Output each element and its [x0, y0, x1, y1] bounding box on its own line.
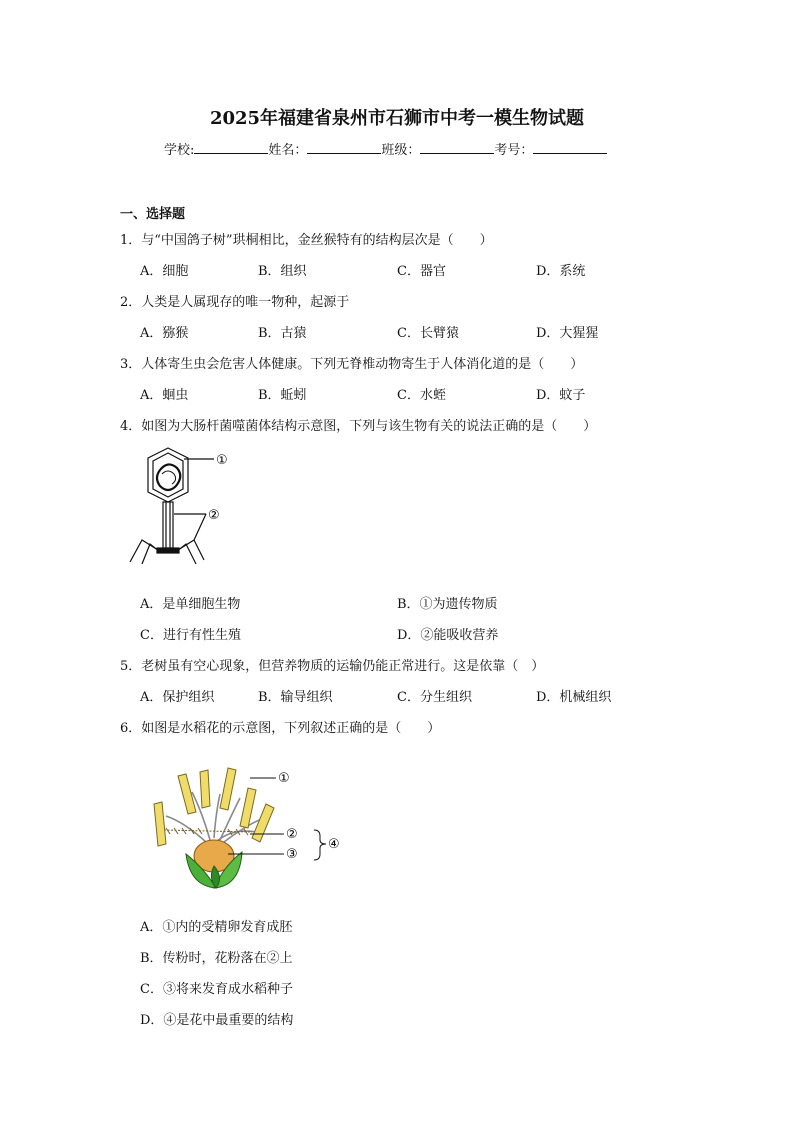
school-label: 学校:	[164, 143, 195, 158]
section-heading: 一、选择题	[120, 207, 186, 222]
option[interactable]: C．器官	[397, 264, 446, 279]
option[interactable]: B．输导组织	[258, 690, 333, 705]
option[interactable]: A．①内的受精卵发育成胚	[140, 920, 293, 935]
figure-label-4: ④	[328, 837, 340, 852]
student-info-line	[164, 139, 607, 158]
option[interactable]: D．机械组织	[536, 690, 612, 705]
phage-diagram	[124, 444, 244, 568]
question-stem: 3．人体寄生虫会危害人体健康。下列无脊椎动物寄生于人体消化道的是（ ）	[120, 357, 584, 372]
question-stem: 5．老树虽有空心现象，但营养物质的运输仍能正常进行。这是依靠（ ）	[120, 659, 545, 674]
option[interactable]: B．古猿	[258, 326, 307, 341]
option[interactable]: D．系统	[536, 264, 586, 279]
option[interactable]: B．组织	[258, 264, 307, 279]
option[interactable]: C．水蛭	[397, 388, 446, 403]
rice-flower-diagram	[144, 762, 344, 892]
school-blank[interactable]	[194, 141, 268, 154]
option[interactable]: C．③将来发育成水稻种子	[140, 982, 293, 997]
option[interactable]: C．长臂猿	[397, 326, 459, 341]
option[interactable]: B．传粉时，花粉落在②上	[140, 951, 293, 966]
option[interactable]: D．②能吸收营养	[397, 628, 499, 643]
question-stem: 1．与“中国鸽子树”珙桐相比，金丝猴特有的结构层次是（ ）	[120, 233, 493, 248]
figure-label-1: ①	[278, 771, 290, 786]
option[interactable]: A．猕猴	[140, 326, 189, 341]
number-label: 考号：	[494, 143, 534, 158]
option[interactable]: D．大猩猩	[536, 326, 599, 341]
figure-label-3: ③	[286, 847, 298, 862]
option[interactable]: A．蛔虫	[140, 388, 189, 403]
question-stem: 6．如图是水稻花的示意图，下列叙述正确的是（ ）	[120, 721, 441, 736]
option[interactable]: A．保护组织	[140, 690, 215, 705]
number-blank[interactable]	[533, 141, 607, 154]
figure-label-2: ②	[286, 827, 298, 842]
option[interactable]: B．①为遗传物质	[397, 597, 498, 612]
question-stem: 2．人类是人属现存的唯一物种，起源于	[120, 295, 350, 310]
option[interactable]: C．进行有性生殖	[140, 628, 241, 643]
option[interactable]: A．是单细胞生物	[140, 597, 241, 612]
figure-label-2: ②	[208, 508, 220, 523]
page-title: 2025年福建省泉州市石狮市中考一模生物试题	[209, 108, 585, 129]
option[interactable]: A．细胞	[140, 264, 189, 279]
figure-label-1: ①	[216, 453, 228, 468]
option[interactable]: D．蚊子	[536, 388, 586, 403]
class-blank[interactable]	[420, 141, 494, 154]
option[interactable]: B．蚯蚓	[258, 388, 307, 403]
name-blank[interactable]	[307, 141, 381, 154]
name-label: 姓名：	[268, 143, 308, 158]
question-stem: 4．如图为大肠杆菌噬菌体结构示意图，下列与该生物有关的说法正确的是（ ）	[120, 419, 597, 434]
option[interactable]: D．④是花中最重要的结构	[140, 1013, 294, 1028]
option[interactable]: C．分生组织	[397, 690, 472, 705]
class-label: 班级：	[381, 143, 421, 158]
